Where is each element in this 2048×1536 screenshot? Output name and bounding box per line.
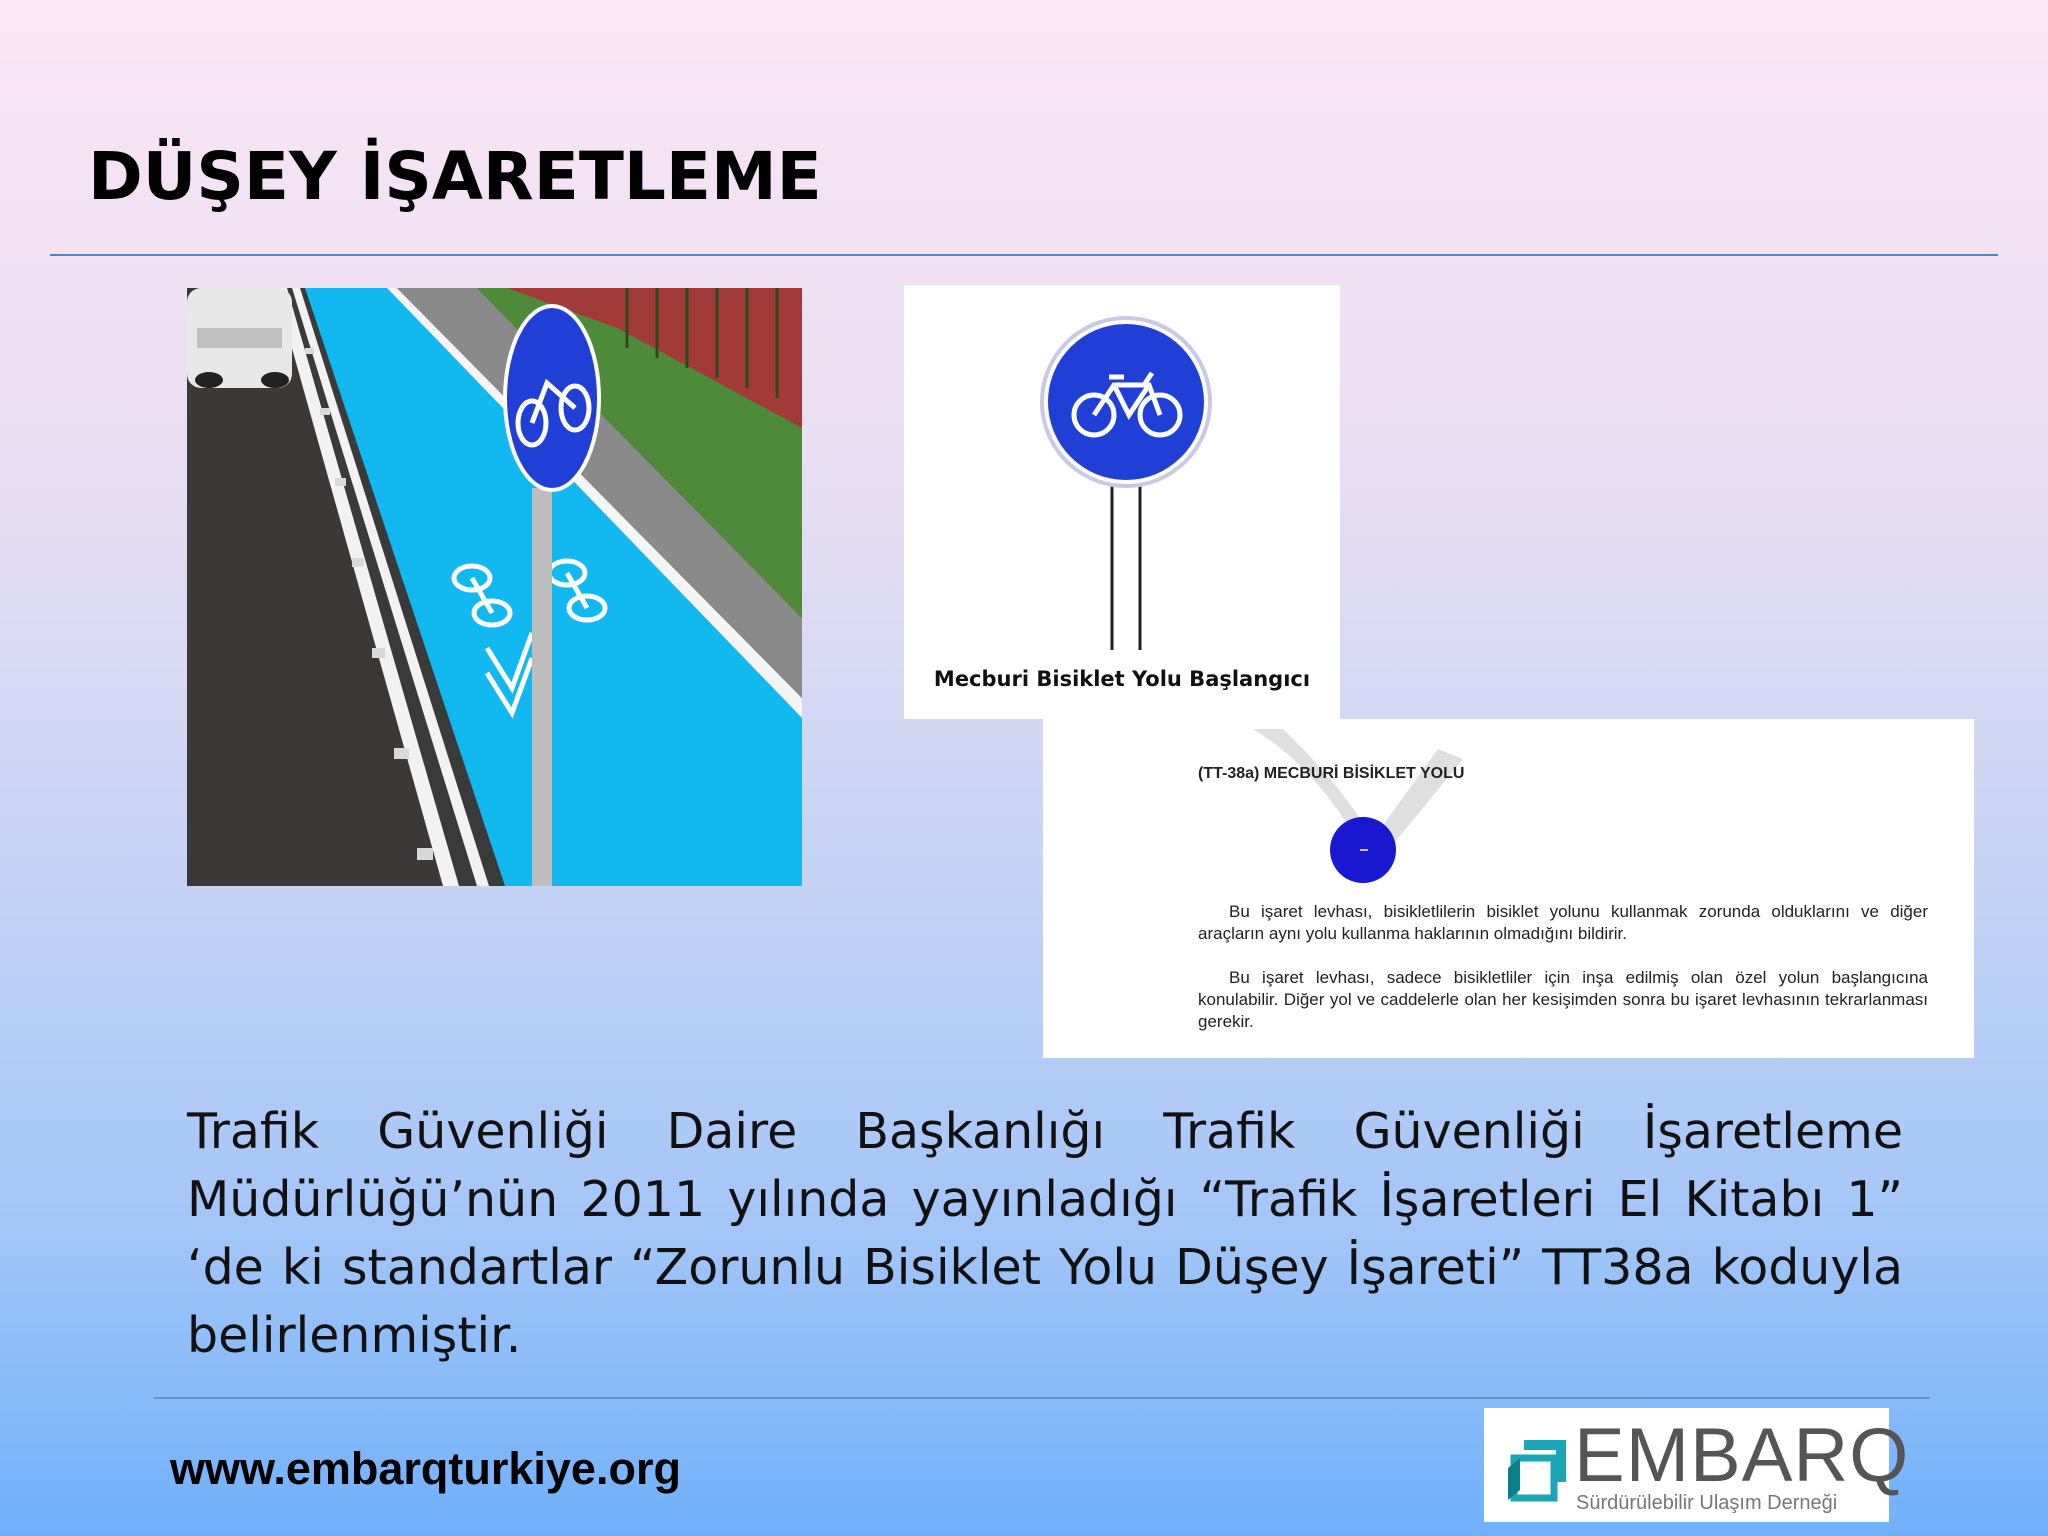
doc-heading: (TT-38a) MECBURİ BİSİKLET YOLU: [1198, 765, 1465, 782]
website-link[interactable]: www.embarqturkiye.org: [170, 1443, 681, 1494]
slide-title: DÜŞEY İŞARETLEME: [88, 138, 822, 215]
embarq-logo: [1484, 1408, 1910, 1522]
doc-paragraph-1: Bu işaret levhası, bisikletlilerin bisiklet yolunu kullanmak zorunda olduklarını ve diğer araçların aynı yolu kullanma haklarının olmadığını bildirir.: [1198, 902, 1928, 943]
small-sign-icon: [1328, 815, 1408, 895]
title-divider: [50, 254, 1998, 256]
bike-lane-illustration: [187, 288, 802, 886]
doc-paragraph-2: Bu işaret levhası, sadece bisikletliler için inşa edilmiş olan özel yolun başlangıcına konulabilir. Diğer yol ve caddelerle olan her kesişimden sonra bu işaret levhasının tekrarlanması gerekir.: [1198, 968, 1928, 1031]
bike-lane-scene: [187, 288, 802, 886]
logo-wordmark: EMBARQ: [1574, 1413, 1910, 1498]
logo-tagline: Sürdürülebilir Ulaşım Derneği: [1576, 1492, 1838, 1514]
footer-divider: [154, 1397, 1930, 1399]
bicycle-sign-icon: [904, 285, 1340, 665]
sign-caption: Mecburi Bisiklet Yolu Başlangıcı: [933, 667, 1311, 691]
sign-card: [904, 285, 1340, 719]
document-excerpt: [1043, 719, 1974, 1058]
logo-mark-icon: [1494, 1430, 1574, 1510]
body-paragraph: Trafik Güvenliği Daire Başkanlığı Trafik Güvenliği İşaretleme Müdürlüğü’nün 2011 yılında yayınladığı “Trafik İşaretleri El Kitabı 1” ‘de ki standartlar “Zorunlu Bisiklet Yolu Düşey İşareti” TT38a koduyla belirlenmiştir.: [187, 1103, 1903, 1364]
